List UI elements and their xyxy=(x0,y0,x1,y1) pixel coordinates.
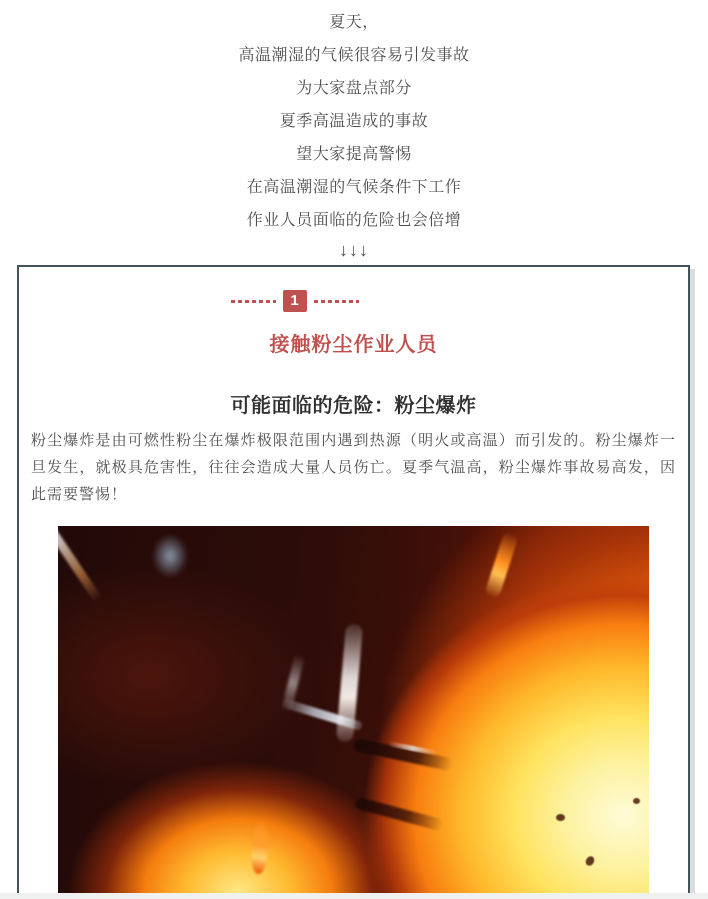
dash-line-right xyxy=(314,300,359,303)
risk-paragraph: 粉尘爆炸是由可燃性粉尘在爆炸极限范围内遇到热源（明火或高温）而引发的。粉尘爆炸一旦发生，就极具危害性，往往会造成大量人员伤亡。夏季气温高，粉尘爆炸事故易高发，因此需要警惕！ xyxy=(31,432,676,503)
section-card xyxy=(17,265,690,899)
intro-line: 为大家盘点部分 xyxy=(296,80,412,97)
smoke-smudge xyxy=(152,534,188,578)
bottom-cutoff-strip xyxy=(0,893,708,899)
dust-explosion-photo xyxy=(58,526,649,899)
down-arrows-icon: ↓↓↓ xyxy=(339,240,369,260)
intro-line: 在高温潮湿的气候条件下工作 xyxy=(246,179,462,196)
intro-line: 望大家提高警惕 xyxy=(296,146,412,163)
risk-subtitle: 可能面临的危险：粉尘爆炸 xyxy=(230,395,477,417)
section-title: 接触粉尘作业人员 xyxy=(269,334,438,356)
debris-streak-topleft xyxy=(58,526,102,602)
section-number-badge: 1 xyxy=(283,290,307,312)
intro-line: 夏季高温造成的事故 xyxy=(279,113,429,130)
intro-line: 夏天， xyxy=(329,14,379,31)
small-flame xyxy=(250,822,270,875)
intro-line: 作业人员面临的危险也会倍增 xyxy=(246,212,462,229)
intro-line: 高温潮湿的气候很容易引发事故 xyxy=(238,47,470,64)
section-number-row xyxy=(0,290,629,312)
dark-debris-streak-1 xyxy=(353,738,454,772)
dark-debris-streak-2 xyxy=(354,797,444,832)
dash-line-left xyxy=(231,300,276,303)
debris-dot xyxy=(556,814,565,821)
debris-dot xyxy=(584,855,596,868)
spark-streak-topright xyxy=(484,531,519,598)
debris-dot xyxy=(633,798,640,804)
intro-section xyxy=(0,0,708,265)
